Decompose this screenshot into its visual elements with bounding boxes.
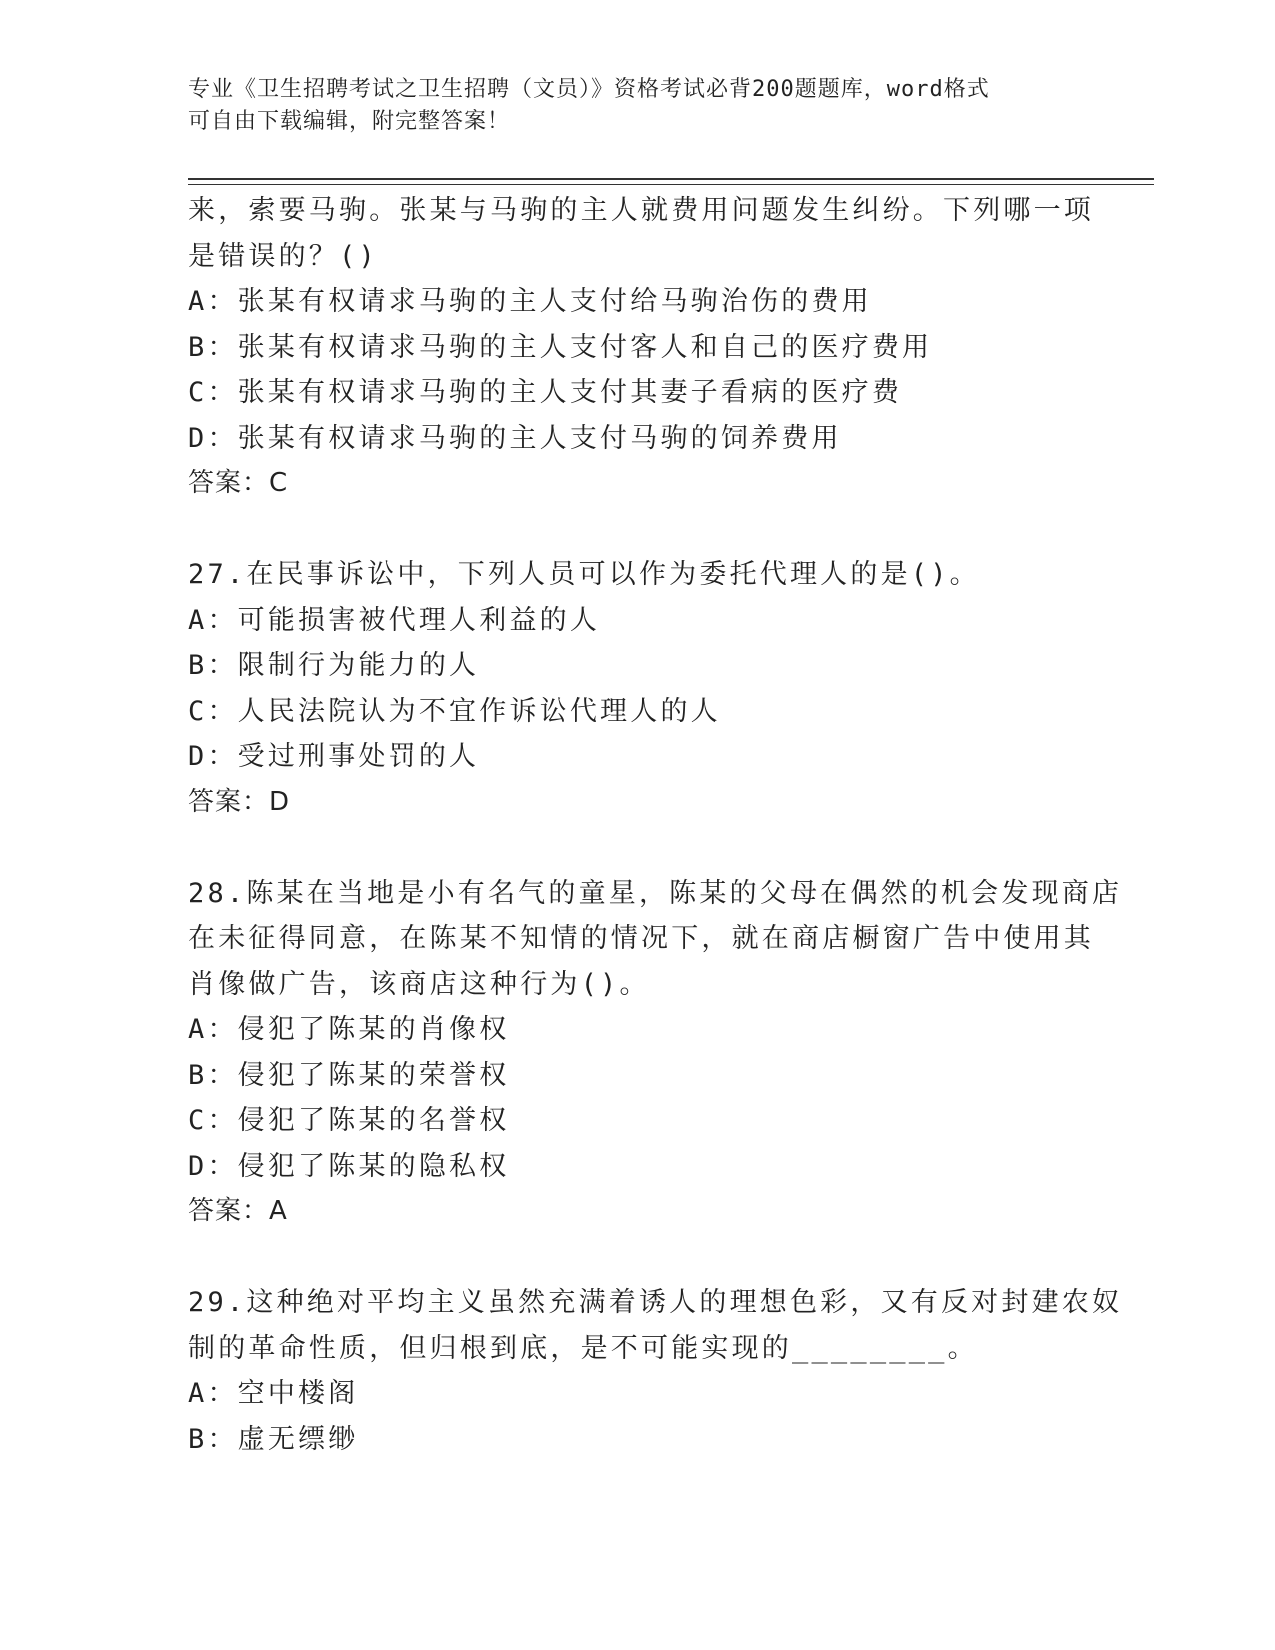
option-b: B：虚无缥缈 (188, 1423, 359, 1455)
question-spacer (188, 1235, 1088, 1281)
answer-line: 答案：A (188, 1196, 288, 1226)
option-a: A：空中楼阁 (188, 1378, 359, 1409)
option-c: C：侵犯了陈某的名誉权 (188, 1105, 510, 1136)
header-rule-thick (188, 178, 1154, 180)
header-line-2: 可自由下载编辑，附完整答案！ (188, 109, 511, 134)
question-stem-line: 29.这种绝对平均主义虽然充满着诱人的理想色彩，又有反对封建农奴 (188, 1287, 1123, 1318)
question-spacer (188, 507, 1088, 553)
option-d: D：张某有权请求马驹的主人支付马驹的饲养费用 (188, 422, 842, 454)
option-a: A：侵犯了陈某的肖像权 (188, 1014, 510, 1045)
question-spacer (188, 825, 1088, 871)
option-a: A：可能损害被代理人利益的人 (188, 604, 601, 636)
question-list (188, 188, 1123, 1462)
answer-line: 答案：D (188, 786, 291, 817)
question-28 (188, 871, 1123, 1235)
question-stem-line: 在未征得同意，在陈某不知情的情况下，就在商店橱窗广告中使用其 (188, 923, 1094, 954)
question-29 (188, 1280, 1123, 1462)
question-stem-line: 制的革命性质，但归根到底，是不可能实现的________。 (188, 1332, 978, 1364)
question-stem-line: 来，索要马驹。张某与马驹的主人就费用问题发生纠纷。下列哪一项 (188, 195, 1094, 226)
option-d: D：侵犯了陈某的隐私权 (188, 1150, 510, 1182)
header-line-1: 专业《卫生招聘考试之卫生招聘（文员）》资格考试必背200题题库，word格式 (188, 77, 990, 102)
option-c: C：张某有权请求马驹的主人支付其妻子看病的医疗费 (188, 377, 903, 408)
question-stem-line: 是错误的？() (188, 240, 378, 272)
document-header (188, 74, 1068, 138)
option-b: B：限制行为能力的人 (188, 650, 480, 681)
question-stem-line: 肖像做广告，该商店这种行为()。 (188, 968, 650, 1000)
question-stem-line: 27.在民事诉讼中，下列人员可以作为委托代理人的是()。 (188, 559, 980, 590)
question-26 (188, 188, 1094, 507)
option-d: D：受过刑事处罚的人 (188, 741, 480, 772)
question-27 (188, 552, 1088, 825)
answer-line: 答案：C (188, 468, 289, 498)
question-stem-line: 28.陈某在当地是小有名气的童星，陈某的父母在偶然的机会发现商店 (188, 877, 1123, 909)
option-b: B：张某有权请求马驹的主人支付客人和自己的医疗费用 (188, 331, 933, 363)
header-rule-thin (188, 184, 1154, 185)
option-b: B：侵犯了陈某的荣誉权 (188, 1059, 510, 1091)
option-c: C：人民法院认为不宜作诉讼代理人的人 (188, 695, 721, 727)
option-a: A：张某有权请求马驹的主人支付给马驹治伤的费用 (188, 286, 872, 317)
